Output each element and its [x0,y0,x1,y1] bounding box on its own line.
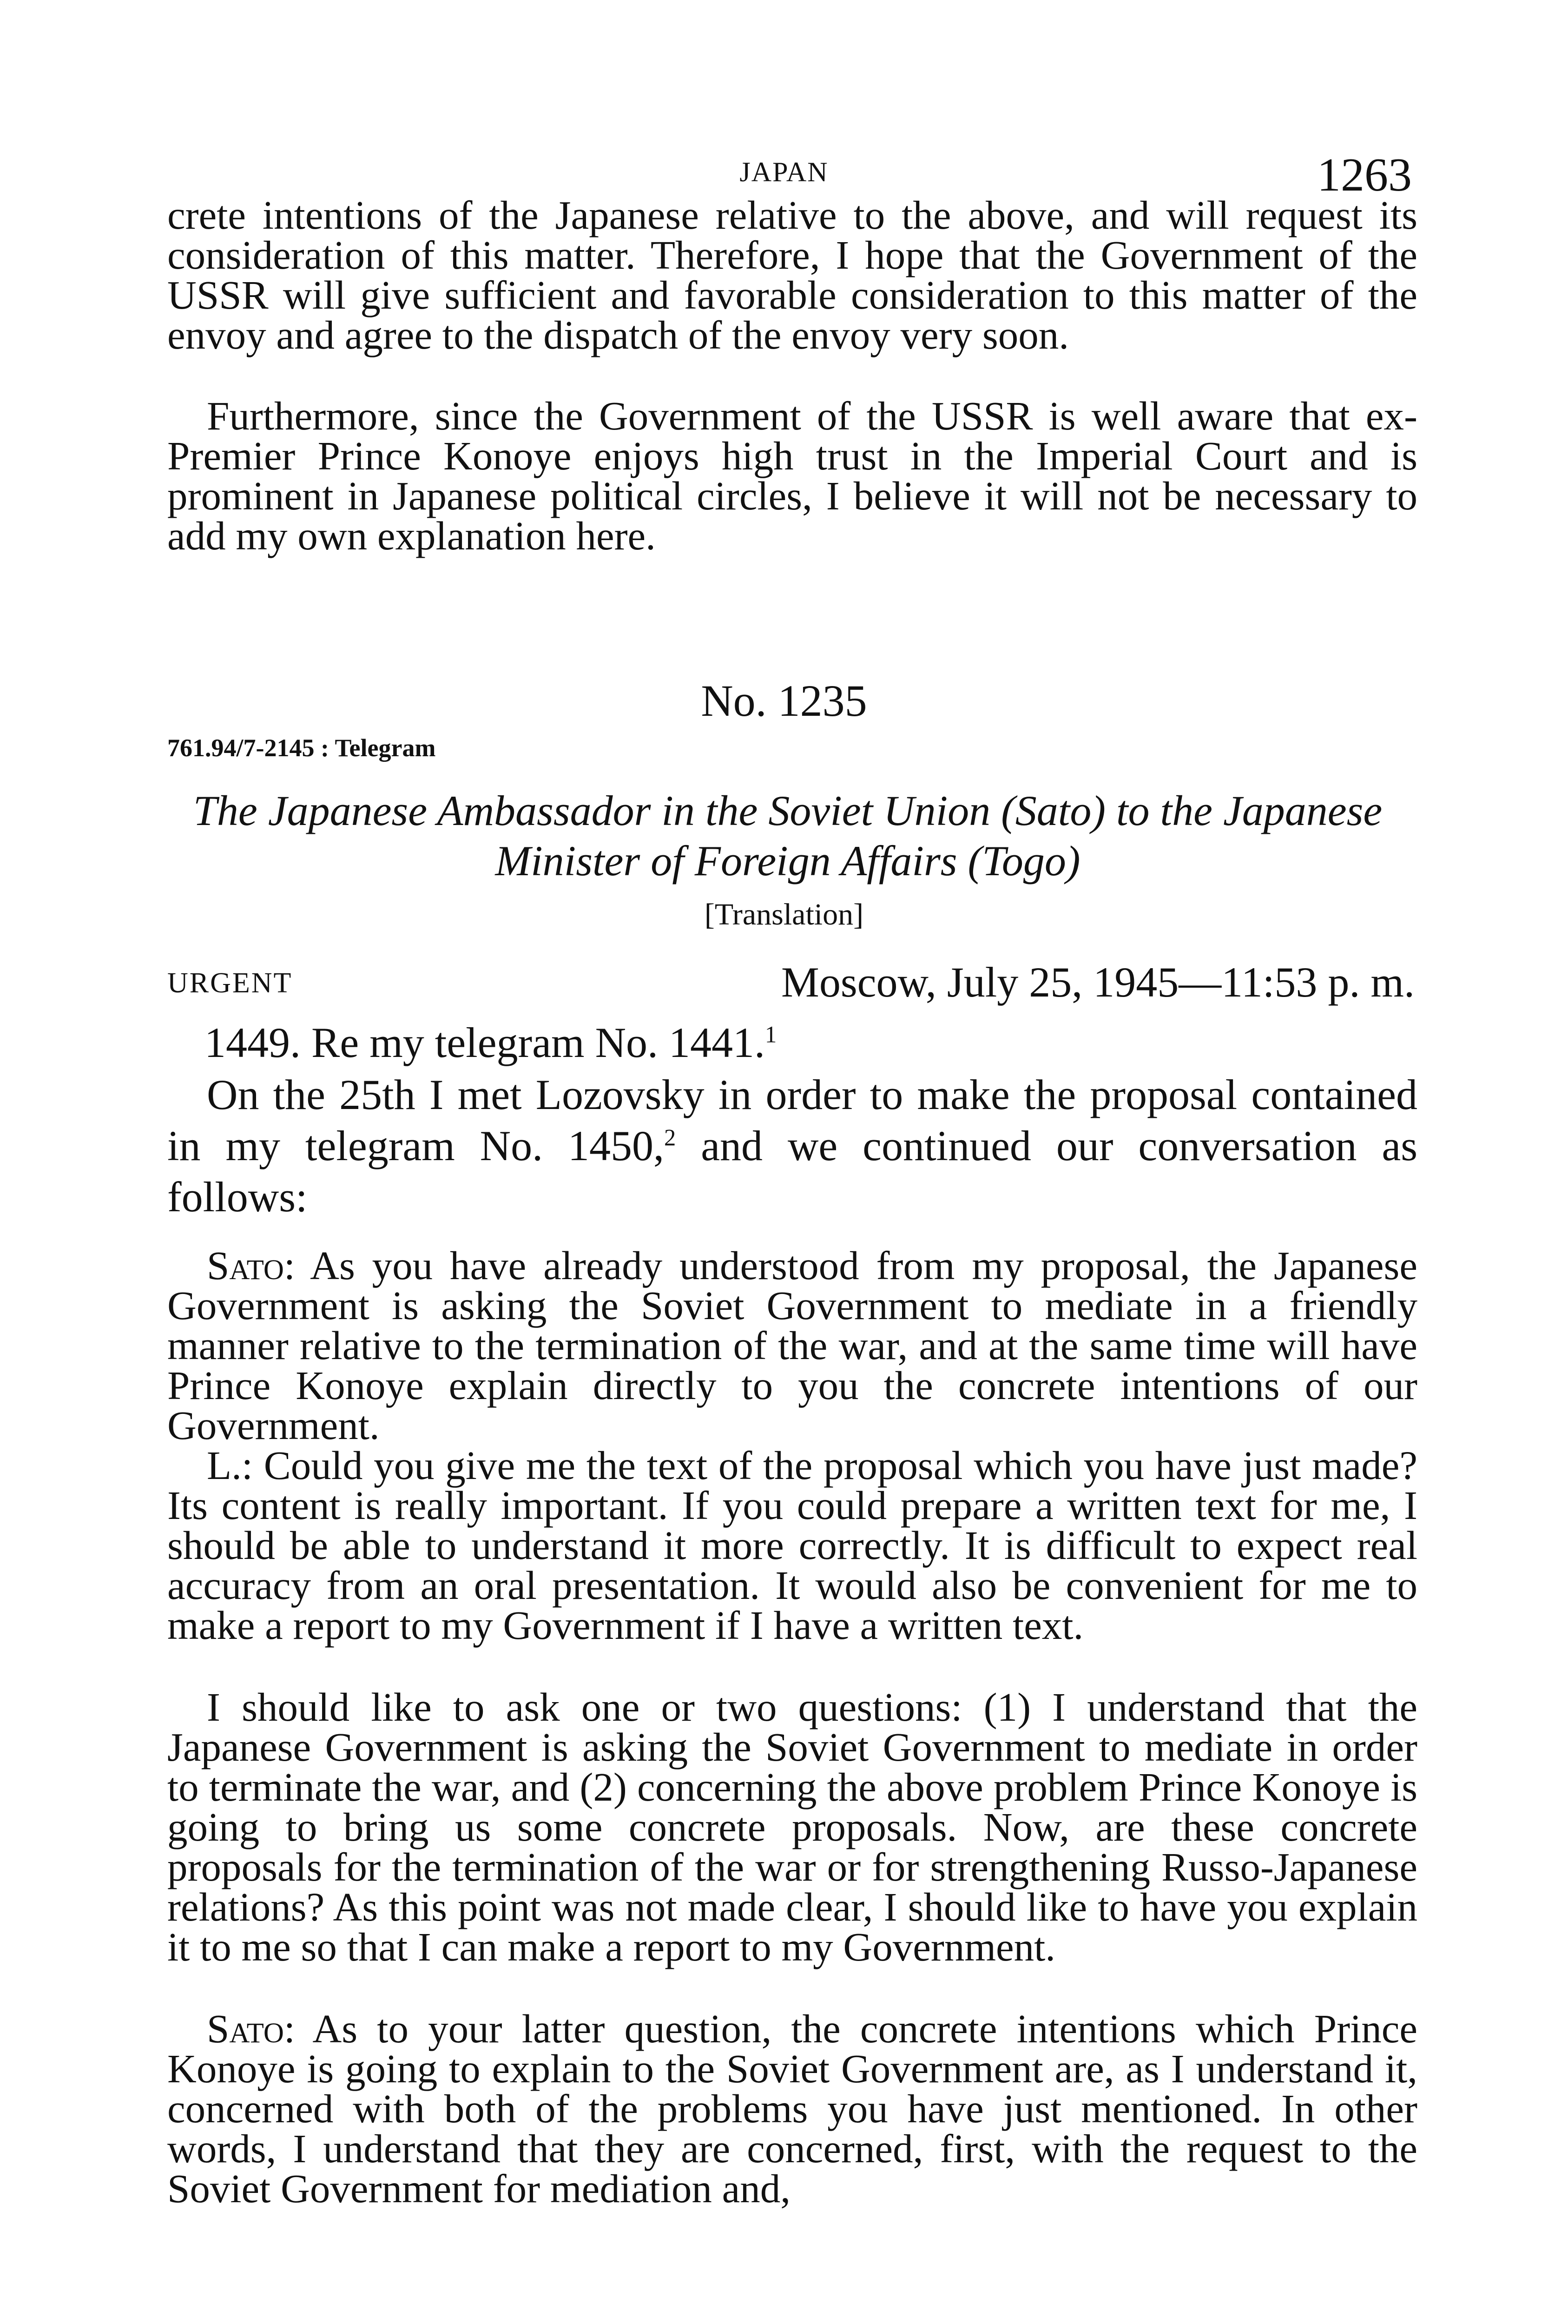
dialogue-sato-1 [167,1243,1417,1448]
page-number: 1263 [1317,149,1412,201]
intro-text: On the 25th I met Lozovsky in order to make the proposal contained in my telegram No. 1450, [167,1071,1417,1169]
classification-label: URGENT [167,967,293,999]
dialogue-text: I should like to ask one or two questions: (1) I understand that the Japanese Government is asking the Soviet Government to mediate in order to terminate the war, and (2) concerning the above problem Prince Konoye is going to bring us some concrete proposals. Now, are these concrete proposals for the termination of the war or for strengthening Russo-Japanese relations? As this point was not made clear, I should like to have you explain it to me so that I can make a report to my Government. [167,1684,1417,1969]
file-reference: 761.94/7-2145 : Telegram [167,734,436,762]
footnote-ref: 2 [664,1124,676,1151]
speaker-name: Sato [207,1243,284,1288]
intro-paragraph [167,1069,1417,1222]
dateline: Moscow, July 25, 1945—11:53 p. m. [781,958,1415,1006]
dialogue-text: : As to your latter question, the concrete intentions which Prince Konoye is going to explain to the Soviet Government are, as I understand it, concerned with both of the problems you have just mentioned. In other words, I understand that they are concerned, first, with the request to the Soviet Government for mediation and, [167,2006,1417,2211]
intro-text-cont: and we continued our conversation as follows: [167,1122,1417,1221]
telegram-reference [204,1018,777,1067]
dialogue-text: : Could you give me the text of the proposal which you have just made? Its content is really important. If you could prepare a written text for me, I should be able to understand it more correctly. It is difficult to expect real accuracy from an oral presentation. It would also be convenient for me to make a report to my Government if I have a written text. [167,1443,1417,1648]
continuation-paragraph: crete intentions of the Japanese relative to the above, and will request its consideration of this matter. Therefore, I hope that the Government of the USSR will give sufficient and favorable consideration to this matter of the envoy and agree to the dispatch of the envoy very soon. [167,192,1417,357]
running-head: JAPAN [739,157,829,187]
document-title: The Japanese Ambassador in the Soviet Union (Sato) to the Japanese Minister of Foreign Affairs (Togo) [193,787,1383,885]
dialogue-sato-2 [167,2006,1417,2211]
dialogue-text: : As you have already understood from my proposal, the Japanese Government is asking the Soviet Government to mediate in a friendly manner relative to the termination of the war, and at the same time will have Prince Konoye explain directly to you the concrete intentions of our Government. [167,1243,1417,1448]
speaker-name: L. [207,1443,242,1488]
footnote-ref: 1 [765,1021,777,1048]
document-number: No. 1235 [701,676,867,726]
telegram-reference-text: 1449. Re my telegram No. 1441. [204,1019,765,1066]
speaker-name: Sato [207,2006,284,2051]
dialogue-lozovsky [167,1443,1417,1648]
dialogue-lozovsky-questions [167,1684,1417,1969]
translation-note: [Translation] [704,898,864,931]
paragraph-konoye: Furthermore, since the Government of the USSR is well aware that ex-Premier Prince Konoye enjoys high trust in the Imperial Court and is prominent in Japanese political circles, I believe it will not be necessary to add my own explanation here. [167,393,1417,558]
